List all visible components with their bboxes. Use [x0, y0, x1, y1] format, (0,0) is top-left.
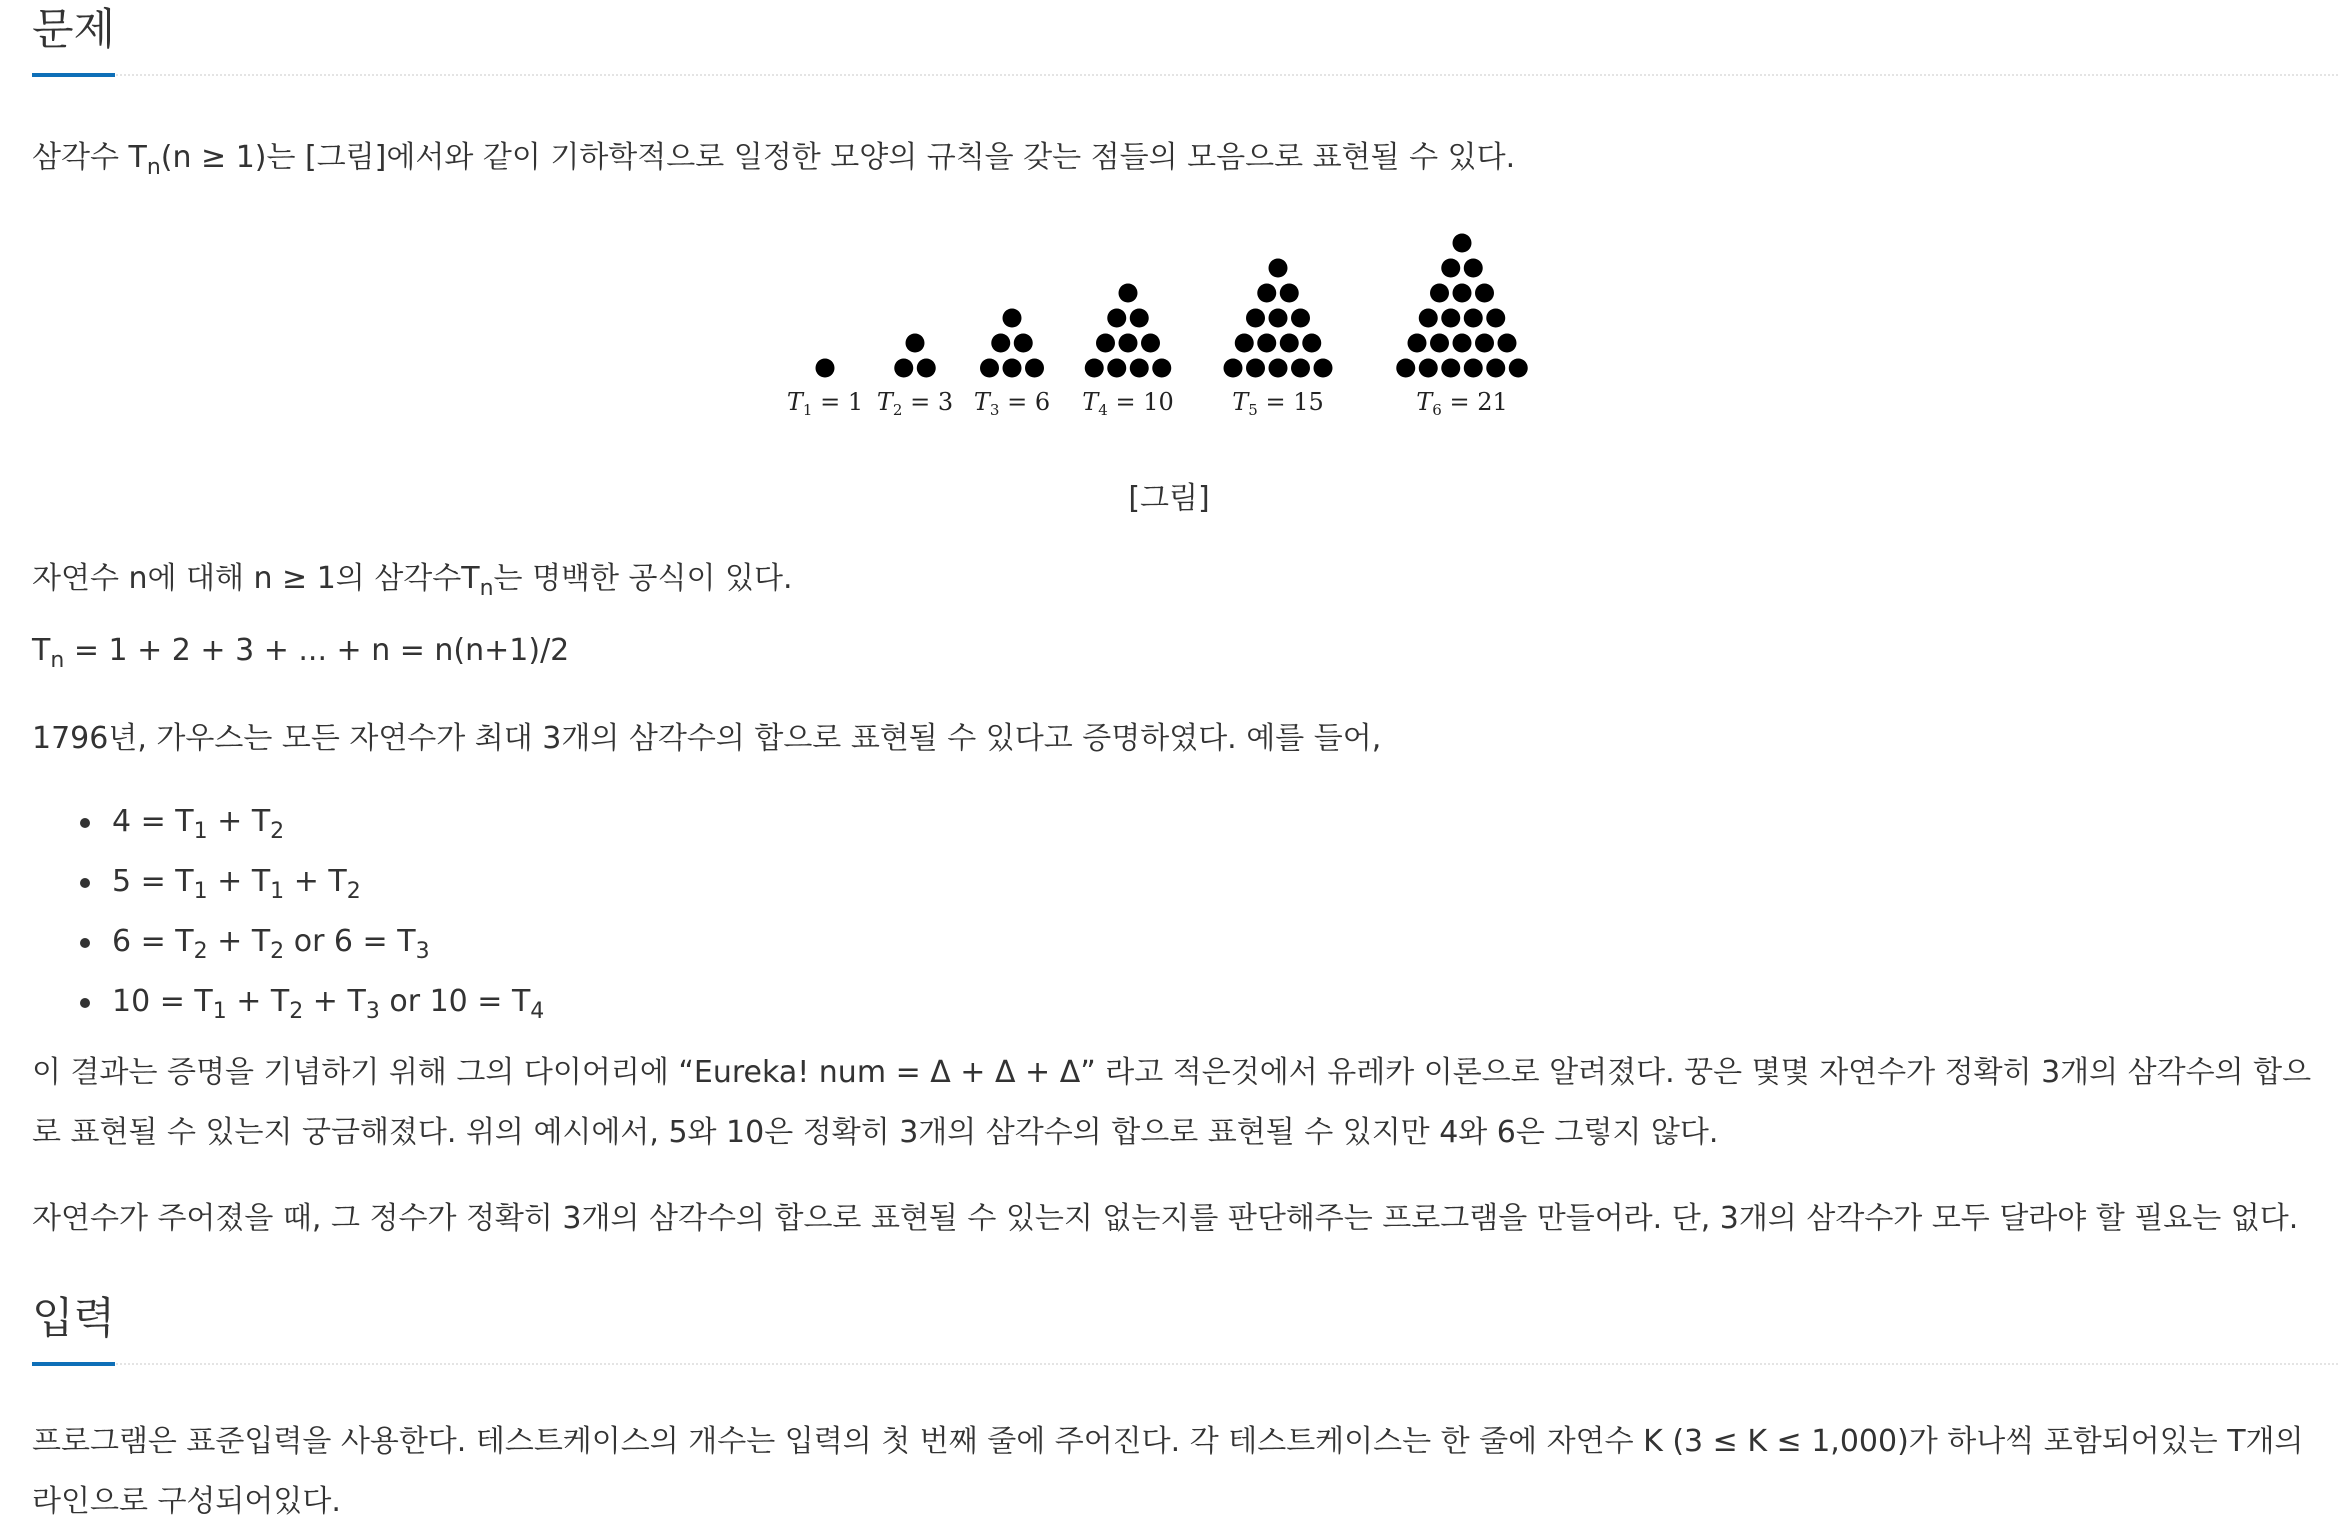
triangle-dot [1119, 284, 1138, 303]
figure-caption: [그림] [1128, 481, 1210, 516]
section-header-problem [32, 0, 2338, 76]
triangle-dot [1486, 359, 1505, 378]
formula-line: $T_n = 1 + 2 + 3$ + ... + n = n(n+1)/2 [32, 633, 570, 673]
triangle-dot [1441, 259, 1460, 278]
triangle-dot [1475, 334, 1494, 353]
triangle-dot [1453, 334, 1472, 353]
triangle-dot [1280, 284, 1299, 303]
triangle-dot [1141, 334, 1160, 353]
formula-intro-paragraph: 자연수 n에 대해 n ≥ 1의 삼각수$T_n$는 명백한 공식이 있다. [32, 561, 793, 601]
triangle-dot [1224, 359, 1243, 378]
triangle-label: $T_3 = 6$ [973, 388, 1051, 419]
triangle-label: $T_1 = 1$ [786, 388, 864, 419]
triangle-dot [1291, 359, 1310, 378]
triangle-label: $T_4 = 10$ [1082, 388, 1174, 419]
triangle-dot [1085, 359, 1104, 378]
triangle-dot [1453, 284, 1472, 303]
triangle-dot [1486, 309, 1505, 328]
eureka-paragraph: 이 결과는 증명을 기념하기 위해 그의 다이어리에 “Eureka! num = Δ + Δ + Δ” 라고 적은것에서 유레카 이론으로 알려졌다. 꿍은 몇몇 자연수가 정확히 3개의 삼각수의 합으로 표현될 수 있는지 궁금해졌다. 위의 예시에서, 5와 10은 정확히 3개의 삼각수의 합으로 표현될 수 있지만 4와 6은 그렇지 않다. [32, 1055, 2312, 1150]
triangle-dot [1246, 309, 1265, 328]
triangle-dot [917, 359, 936, 378]
intro-paragraph: 삼각수 $T_n(n \ge 1)$는 [그림]에서와 같이 기하학적으로 일정한 모양의 규칙을 갖는 점들의 모음으로 표현될 수 있다. [32, 140, 1516, 180]
triangle-dot [1419, 309, 1438, 328]
triangle-dot [1464, 309, 1483, 328]
triangle-dot [1269, 309, 1288, 328]
triangle-dot [1441, 359, 1460, 378]
triangle-dot [1464, 259, 1483, 278]
triangle-dot [1257, 284, 1276, 303]
triangle-dot [1441, 309, 1460, 328]
triangle-dot [906, 334, 925, 353]
list-item: $5 = T_1 + T_1 + T_2$ [112, 852, 544, 912]
triangle-dot [1430, 334, 1449, 353]
triangle-dot [816, 359, 835, 378]
triangle-dot [1314, 359, 1333, 378]
triangle-dot [1096, 334, 1115, 353]
input-paragraph: 프로그램은 표준입력을 사용한다. 테스트케이스의 개수는 입력의 첫 번째 줄에 주어진다. 각 테스트케이스는 한 줄에 자연수 K (3 ≤ K ≤ 1,000)가 하나씩 포함되어있는 T개의 라인으로 구성되어있다. [32, 1424, 2304, 1519]
triangle-dot [1269, 259, 1288, 278]
section-header-input [32, 1289, 2338, 1365]
triangle-dot [1119, 334, 1138, 353]
triangular-numbers-figure [786, 228, 1580, 428]
triangle-dot [1464, 359, 1483, 378]
triangle-dot [1246, 359, 1265, 378]
list-item: $10 = T_1 + T_2 + T_3$ or $10 = T_4$ [112, 972, 544, 1032]
triangle-dot [1014, 334, 1033, 353]
triangle-dot [1453, 234, 1472, 253]
triangle-dot [894, 359, 913, 378]
triangle-label: $T_2 = 3$ [876, 388, 954, 419]
triangle-dot [1291, 309, 1310, 328]
triangle-dot [1475, 284, 1494, 303]
list-item: $4 = T_1 + T_2$ [112, 792, 544, 852]
triangle-dot [1419, 359, 1438, 378]
triangle-dot [1430, 284, 1449, 303]
triangle-dot [1269, 359, 1288, 378]
dot-triangles-diagram [786, 228, 1580, 428]
triangle-dot [1396, 359, 1415, 378]
triangle-dot [1025, 359, 1044, 378]
section-title-problem: 문제 [32, 3, 115, 77]
triangle-dot [1235, 334, 1254, 353]
triangle-dot [1003, 309, 1022, 328]
task-paragraph: 자연수가 주어졌을 때, 그 정수가 정확히 3개의 삼각수의 합으로 표현될 수 있는지 없는지를 판단해주는 프로그램을 만들어라. 단, 3개의 삼각수가 모두 달라야 할 필요는 없다. [32, 1201, 2299, 1236]
triangle-dot [1257, 334, 1276, 353]
list-item: $6 = T_2 + T_2$ or $6 = T_3$ [112, 912, 544, 972]
triangle-label: $T_6 = 21$ [1416, 388, 1508, 419]
triangle-dot [1280, 334, 1299, 353]
triangle-label: $T_5 = 15$ [1232, 388, 1324, 419]
section-title-input: 입력 [32, 1292, 115, 1366]
triangle-dot [1498, 334, 1517, 353]
triangle-dot [1107, 309, 1126, 328]
triangle-dot [1130, 359, 1149, 378]
triangle-dot [1509, 359, 1528, 378]
triangle-dot [1130, 309, 1149, 328]
triangle-dot [980, 359, 999, 378]
triangle-dot [1003, 359, 1022, 378]
triangle-dot [991, 334, 1010, 353]
gauss-paragraph: 1796년, 가우스는 모든 자연수가 최대 3개의 삼각수의 합으로 표현될 수 있다고 증명하였다. 예를 들어, [32, 721, 1382, 756]
triangle-dot [1152, 359, 1171, 378]
triangle-dot [1107, 359, 1126, 378]
triangle-dot [1408, 334, 1427, 353]
examples-list [32, 792, 544, 1032]
triangle-dot [1302, 334, 1321, 353]
